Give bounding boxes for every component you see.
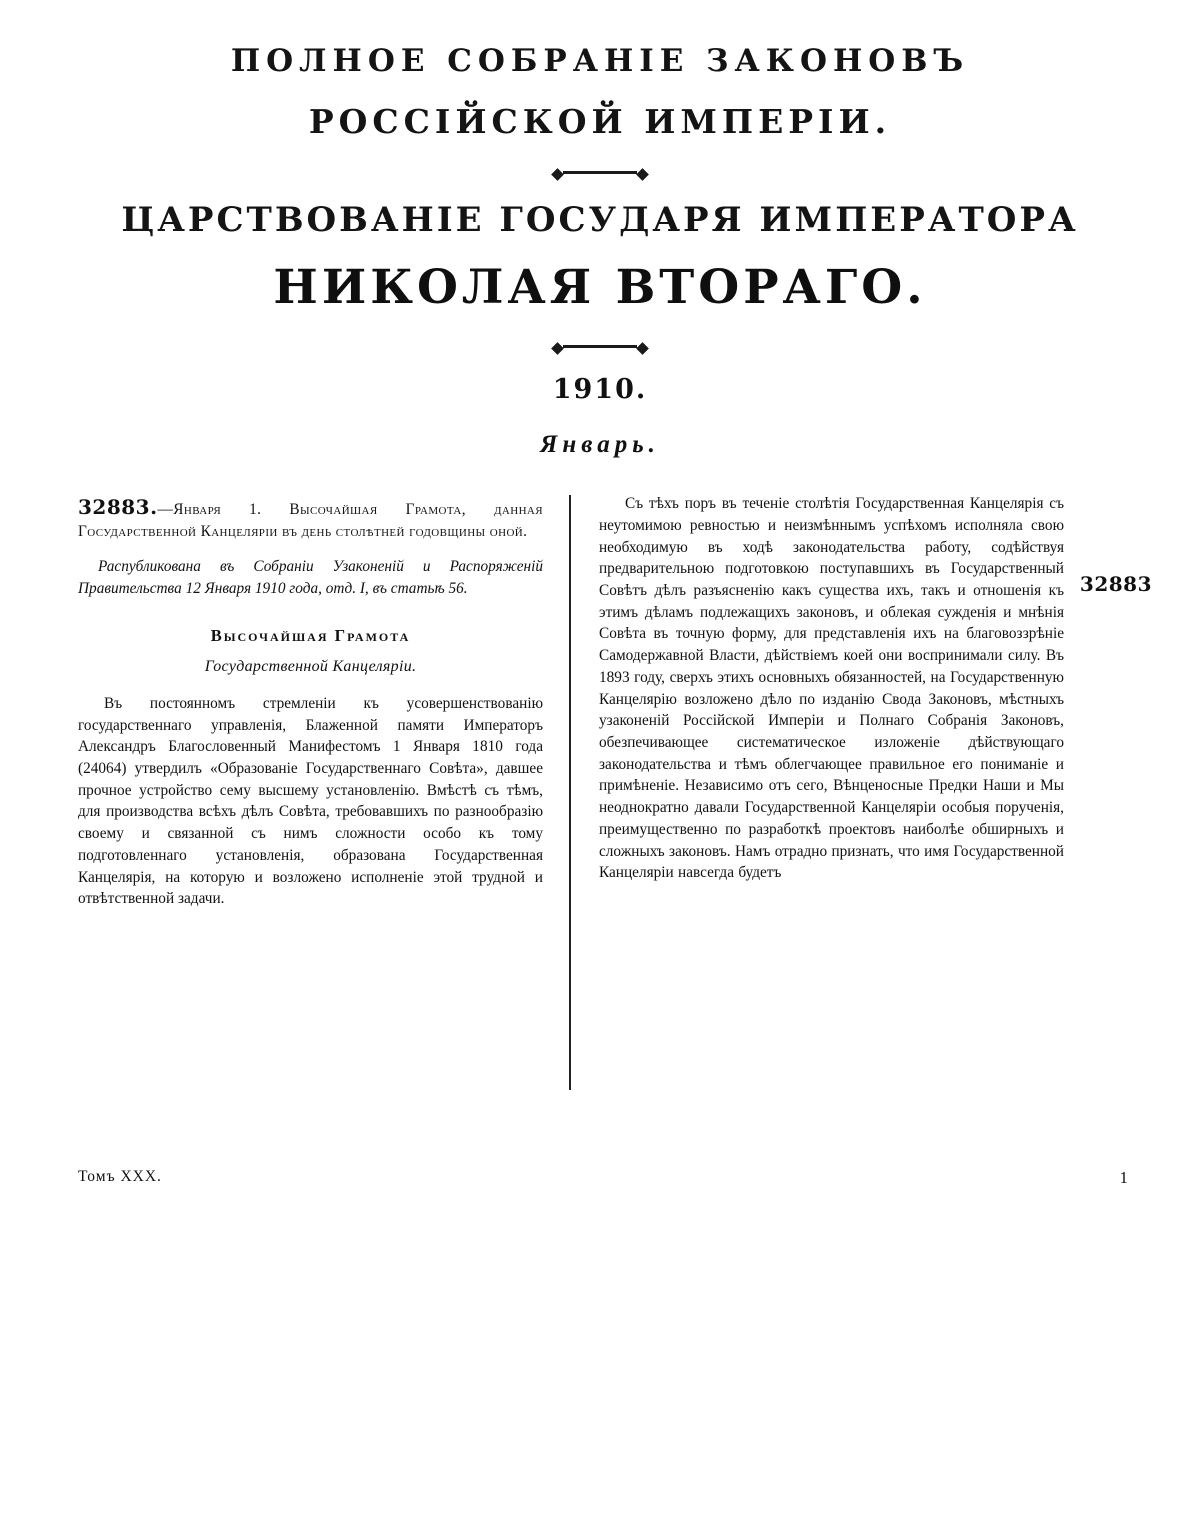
act-headline-text: —Января 1. Высочайшая Грамота, данная Государственной Канцеляріи въ день столѣтней годовщины оной.: [78, 501, 543, 541]
act-headline: [78, 493, 543, 543]
reign-title-line: ЦАРСТВОВАНIЕ ГОСУДАРЯ ИМПЕРАТОРА: [121, 200, 1079, 241]
right-paragraph-1: Съ тѣхъ поръ въ теченіе столѣтія Государственная Канцелярія съ неутомимою ревностью и неизмѣннымъ успѣхомъ исполняла свою необходимую въ ходѣ законодательства работу, содѣйствуя предварительною подготовкою поступавшихъ въ Государственный Совѣтъ дѣлъ разъясненію какъ существа ихъ, такъ и отношенія къ этимъ дѣламъ подлежащихъ законовъ, и облекая сужденія и мнѣнія Совѣта въ точную форму, для представленія ихъ на благовоззрѣніе Самодержавной Власти, дѣйствіемъ коей они воспринимали силу. Въ 1893 году, сверхъ этихъ основныхъ обязанностей, на Государственную Канцелярію возложено дѣло по изданію Свода Законовъ, мѣстныхъ узаконеній Россійской Имперіи и Полнаго Собранія Законовъ, обезпечивающее систематическое изложеніе дѣйствующаго законодательства и тѣмъ облегчающее правильное его пониманіе и примѣненіе. Независимо отъ сего, Вѣнценосные Предки Наши и Мы неоднократно давали Государственной Канцеляріи особыя порученія, преимущественно по разработкѣ проектовъ наиболѣе обширныхъ и сложныхъ законовъ. Намъ отрадно признать, что имя Государственной Канцеляріи навсегда будетъ: [599, 495, 1064, 882]
volume-label: Томъ XXX.: [78, 1168, 162, 1185]
ornament-rule-1: [563, 171, 637, 174]
document-subtitle-1: Высочайшая Грамота: [210, 625, 411, 645]
left-column: [78, 493, 565, 1090]
document-subtitle-2: Государственной Канцеляріи.: [204, 658, 417, 676]
page-footer: [78, 1168, 1128, 1188]
left-paragraph-1: Въ постоянномъ стремленіи къ усовершенствованію государственнаго управленія, Блаженной памяти Императоръ Александръ Благословенный Манифестомъ 1 Января 1810 года (24064) утвердилъ «Образованіе Государственнаго Совѣта», давшее прочное устройство сему высшему установленію. Вмѣстѣ съ тѣмъ, для производства всѣхъ дѣлъ Совѣта, требовавшихъ по разнообразію своему и связанной съ нимъ сложности особо къ тому подготовленнаго установленія, образована Государственная Канцелярія, на которую и возложено исполненіе этой трудной и отвѣтственной задачи.: [78, 694, 543, 908]
two-column-body: [0, 493, 1200, 1090]
publication-title-line-2: РОССIЙСКОЙ ИМПЕРIИ.: [308, 102, 892, 142]
page-number: 1: [1119, 1168, 1128, 1187]
masthead: [0, 0, 1200, 459]
emperor-name: НИКОЛАЯ ВТОРАГО.: [273, 260, 927, 316]
publication-note: Распубликована въ Собраніи Узаконеній и Распоряженій Правительства 12 Января 1910 года, отд. I, въ статьѣ 56.: [78, 558, 543, 597]
publication-title-line-1: ПОЛНОЕ СОБРАНIЕ ЗАКОНОВЪ: [230, 43, 970, 79]
act-number-right: 32883: [1079, 572, 1152, 596]
ornament-rule-2: [563, 345, 637, 348]
column-divider: [569, 495, 571, 1090]
month-label: Январь.: [540, 431, 660, 459]
act-number-left: 32883.: [78, 495, 158, 520]
right-column: [575, 493, 1064, 1090]
year-label: 1910.: [552, 374, 648, 406]
